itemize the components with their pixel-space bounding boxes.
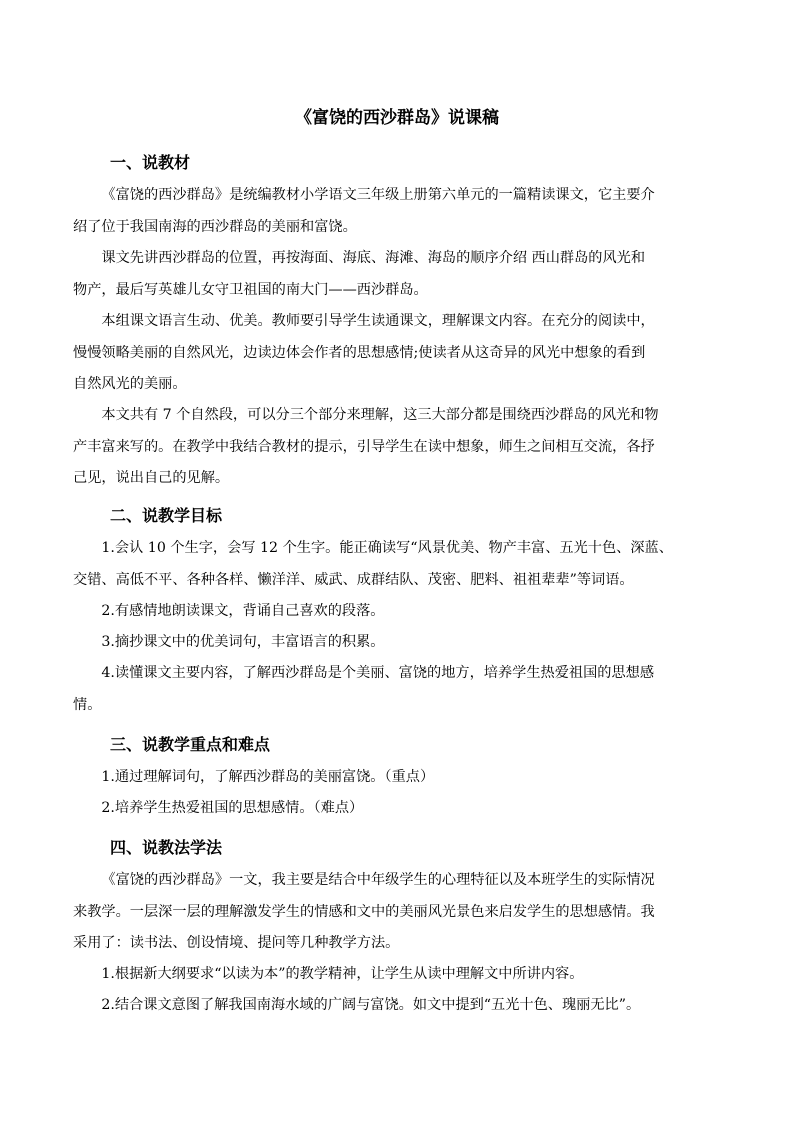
paragraph <box>73 627 723 659</box>
text-line: 4.读懂课文主要内容，了解西沙群岛是个美丽、富饶的地方，培养学生热爱祖国的思想感 <box>101 665 655 681</box>
text-line: 2.结合课文意图了解我国南海水域的广阔与富饶。如文中提到“五光十色、瑰丽无比”。 <box>101 997 641 1013</box>
text-line: 1.根据新大纲要求“以读为本”的教学精神，让学生从读中理解文中所讲内容。 <box>101 966 584 982</box>
section-heading-key-points: 三、说教学重点和难点 <box>110 735 271 754</box>
text-line: 采用了：读书法、创设情境、提问等几种教学方法。 <box>73 935 400 951</box>
text-line: 本组课文语言生动、优美。教师要引导学生读通课文，理解课文内容。在充分的阅读中， <box>101 313 655 329</box>
text-line: 交错、高低不平、各种各样、懒洋洋、威武、成群结队、茂密、肥料、祖祖辈辈”等词语。 <box>73 571 634 588</box>
text-line: 情。 <box>73 696 102 713</box>
paragraph <box>73 400 723 495</box>
text-line: 2.有感情地朗读课文，背诵自己喜欢的段落。 <box>101 603 385 619</box>
text-line: 1.通过理解词句，了解西沙群岛的美丽富饶。（重点） <box>101 769 435 785</box>
paragraph <box>73 306 723 401</box>
document-title: 《富饶的西沙群岛》说课稿 <box>295 108 499 128</box>
paragraph <box>73 762 723 794</box>
text-line: 本文共有 7 个自然段，可以分三个部分来理解，这三大部分都是围绕西沙群岛的风光和物 <box>101 407 659 423</box>
text-line: 物产，最后写英雄儿女守卫祖国的南大门——西沙群岛。 <box>73 281 428 298</box>
text-line: 己见，说出自己的见解。 <box>73 470 230 486</box>
paragraph <box>73 990 723 1022</box>
text-line: 课文先讲西沙群岛的位置，再按海面、海底、海滩、海岛的顺序介绍 西山群岛的风光和 <box>101 250 646 266</box>
paragraph <box>73 596 723 628</box>
section-heading-teaching-goals: 二、说教学目标 <box>110 506 223 525</box>
paragraph <box>73 793 723 825</box>
text-line: 1.会认 10 个生字，会写 12 个生字。能正确读写“风景优美、物产丰富、五光十色、深蓝、 <box>101 540 673 556</box>
paragraph <box>73 658 723 721</box>
paragraph <box>73 180 723 243</box>
text-line: 《富饶的西沙群岛》是统编教材小学语文三年级上册第六单元的一篇精读课文，它主要介 <box>101 187 655 203</box>
text-line: 绍了位于我国南海的西沙群岛的美丽和富饶。 <box>73 218 357 235</box>
paragraph <box>73 865 723 960</box>
paragraph <box>73 533 723 596</box>
text-line: 3.摘抄课文中的优美词句，丰富语言的积累。 <box>101 634 385 650</box>
text-line: 产丰富来写的。在教学中我结合教材的提示，引导学生在读中想象，师生之间相互交流，各抒 <box>73 438 655 455</box>
text-line: 自然风光的美丽。 <box>73 376 187 392</box>
text-line: 慢慢领略美丽的自然风光，边读边体会作者的思想感情;使读者从这奇异的风光中想象的看到 <box>73 344 646 361</box>
text-line: 《富饶的西沙群岛》一文，我主要是结合中年级学生的心理特征以及本班学生的实际情况 <box>101 872 655 888</box>
text-line: 2.培养学生热爱祖国的思想感情。（难点） <box>101 800 364 816</box>
paragraph <box>73 959 723 991</box>
paragraph <box>73 243 723 306</box>
section-heading-teaching-material: 一、说教材 <box>110 153 191 172</box>
section-heading-methods: 四、说教法学法 <box>110 838 223 857</box>
text-line: 来教学。一层深一层的理解激发学生的情感和文中的美丽风光景色来启发学生的思想感情。我 <box>73 903 655 920</box>
